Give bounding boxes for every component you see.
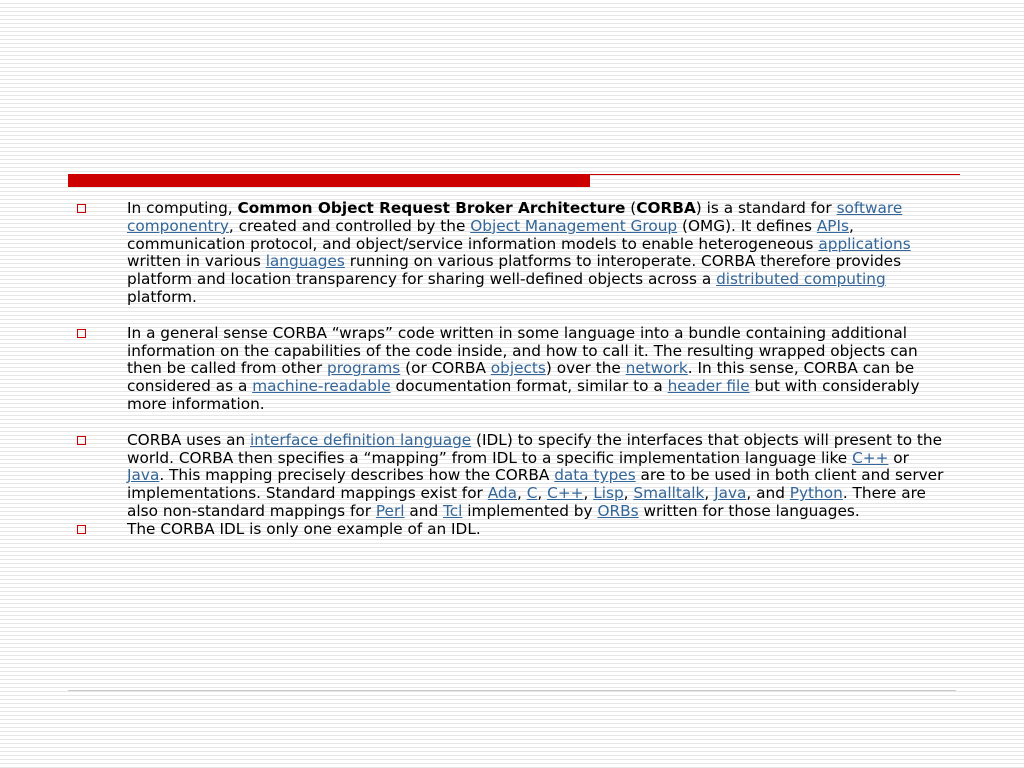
link-objects[interactable]: objects — [490, 359, 546, 378]
title-accent-bar — [68, 174, 590, 187]
link-ada[interactable]: Ada — [487, 484, 517, 503]
link-programs[interactable]: programs — [327, 359, 401, 378]
bullet-item — [70, 325, 950, 414]
slide-body — [70, 200, 950, 539]
link-java[interactable]: Java — [127, 466, 160, 485]
text: The CORBA IDL is only one example of an IDL. — [127, 519, 481, 538]
text: platform. — [127, 287, 197, 306]
link-object-management-group[interactable]: Object Management Group — [470, 216, 678, 235]
text: , communication protocol, and object/service information models to enable heterogeneous — [127, 216, 854, 253]
text: and — [404, 501, 444, 520]
text: but with considerably more information. — [127, 377, 920, 413]
text: (or CORBA — [400, 359, 491, 378]
link-cpp[interactable]: C++ — [852, 448, 889, 467]
bullet-item — [70, 521, 950, 539]
link-data-types[interactable]: data types — [554, 466, 636, 485]
bold-term: Common Object Request Broker Architecture — [237, 199, 626, 217]
text: implemented by — [462, 501, 598, 520]
text: , — [623, 484, 634, 503]
link-tcl[interactable]: Tcl — [443, 501, 463, 520]
text: In a general sense CORBA “wraps” code written in some language into a bundle containing additional information on the capabilities of the code inside, and how to call it. The resulting wrapped objects can then be called from other — [127, 323, 918, 378]
link-interface-definition-language[interactable]: interface definition language — [250, 430, 472, 449]
text: or — [888, 448, 909, 467]
square-bullet-icon — [77, 525, 86, 534]
link-orbs[interactable]: ORBs — [597, 501, 639, 520]
link-java[interactable]: Java — [714, 484, 747, 503]
text: . This mapping precisely describes how the CORBA — [159, 466, 555, 485]
link-c[interactable]: C — [526, 484, 538, 503]
text: , — [583, 484, 594, 503]
link-cpp[interactable]: C++ — [547, 484, 584, 503]
text: CORBA uses an — [127, 430, 251, 449]
link-apis[interactable]: APIs — [816, 216, 849, 235]
text: running on various platforms to interoperate. CORBA therefore provides platform and location transparency for sharing well-defined objects across a — [127, 252, 902, 289]
square-bullet-icon — [77, 204, 86, 213]
link-network[interactable]: network — [625, 359, 688, 378]
bullet-item — [70, 200, 950, 307]
text: In computing, — [127, 199, 238, 217]
link-lisp[interactable]: Lisp — [593, 484, 624, 503]
text: ( — [625, 199, 637, 217]
link-distributed-computing[interactable]: distributed computing — [716, 270, 886, 289]
text: , and — [746, 484, 790, 503]
text: (IDL) to specify the interfaces that objects will present to the world. CORBA then specifies a “mapping” from IDL to a specific implementation language like — [127, 430, 943, 467]
link-applications[interactable]: applications — [818, 234, 911, 253]
square-bullet-icon — [77, 436, 86, 445]
link-machine-readable[interactable]: machine-readable — [252, 377, 391, 396]
text: , — [704, 484, 715, 503]
text: (OMG). It defines — [677, 216, 817, 235]
text: written in various — [127, 252, 266, 271]
link-smalltalk[interactable]: Smalltalk — [633, 484, 705, 503]
link-languages[interactable]: languages — [265, 252, 345, 271]
text: , — [537, 484, 548, 503]
title-accent-line — [590, 174, 960, 175]
square-bullet-icon — [77, 329, 86, 338]
link-software-componentry[interactable]: software componentry — [127, 199, 903, 235]
text: ) is a standard for — [695, 199, 837, 217]
text: written for those languages. — [638, 501, 860, 520]
text: , created and controlled by the — [228, 216, 471, 235]
link-header-file[interactable]: header file — [667, 377, 750, 396]
link-python[interactable]: Python — [789, 484, 843, 503]
footer-rule — [68, 690, 956, 691]
text: are to be used in both client and server implementations. Standard mappings exist for — [127, 466, 944, 503]
text: documentation format, similar to a — [390, 377, 668, 396]
text: . There are also non-standard mappings for — [127, 484, 926, 520]
bullet-item — [70, 432, 950, 521]
text: . In this sense, CORBA can be considered as a — [127, 359, 915, 396]
link-perl[interactable]: Perl — [375, 501, 405, 520]
text: ) over the — [545, 359, 626, 378]
bold-term: CORBA — [636, 199, 696, 217]
text: , — [516, 484, 527, 503]
